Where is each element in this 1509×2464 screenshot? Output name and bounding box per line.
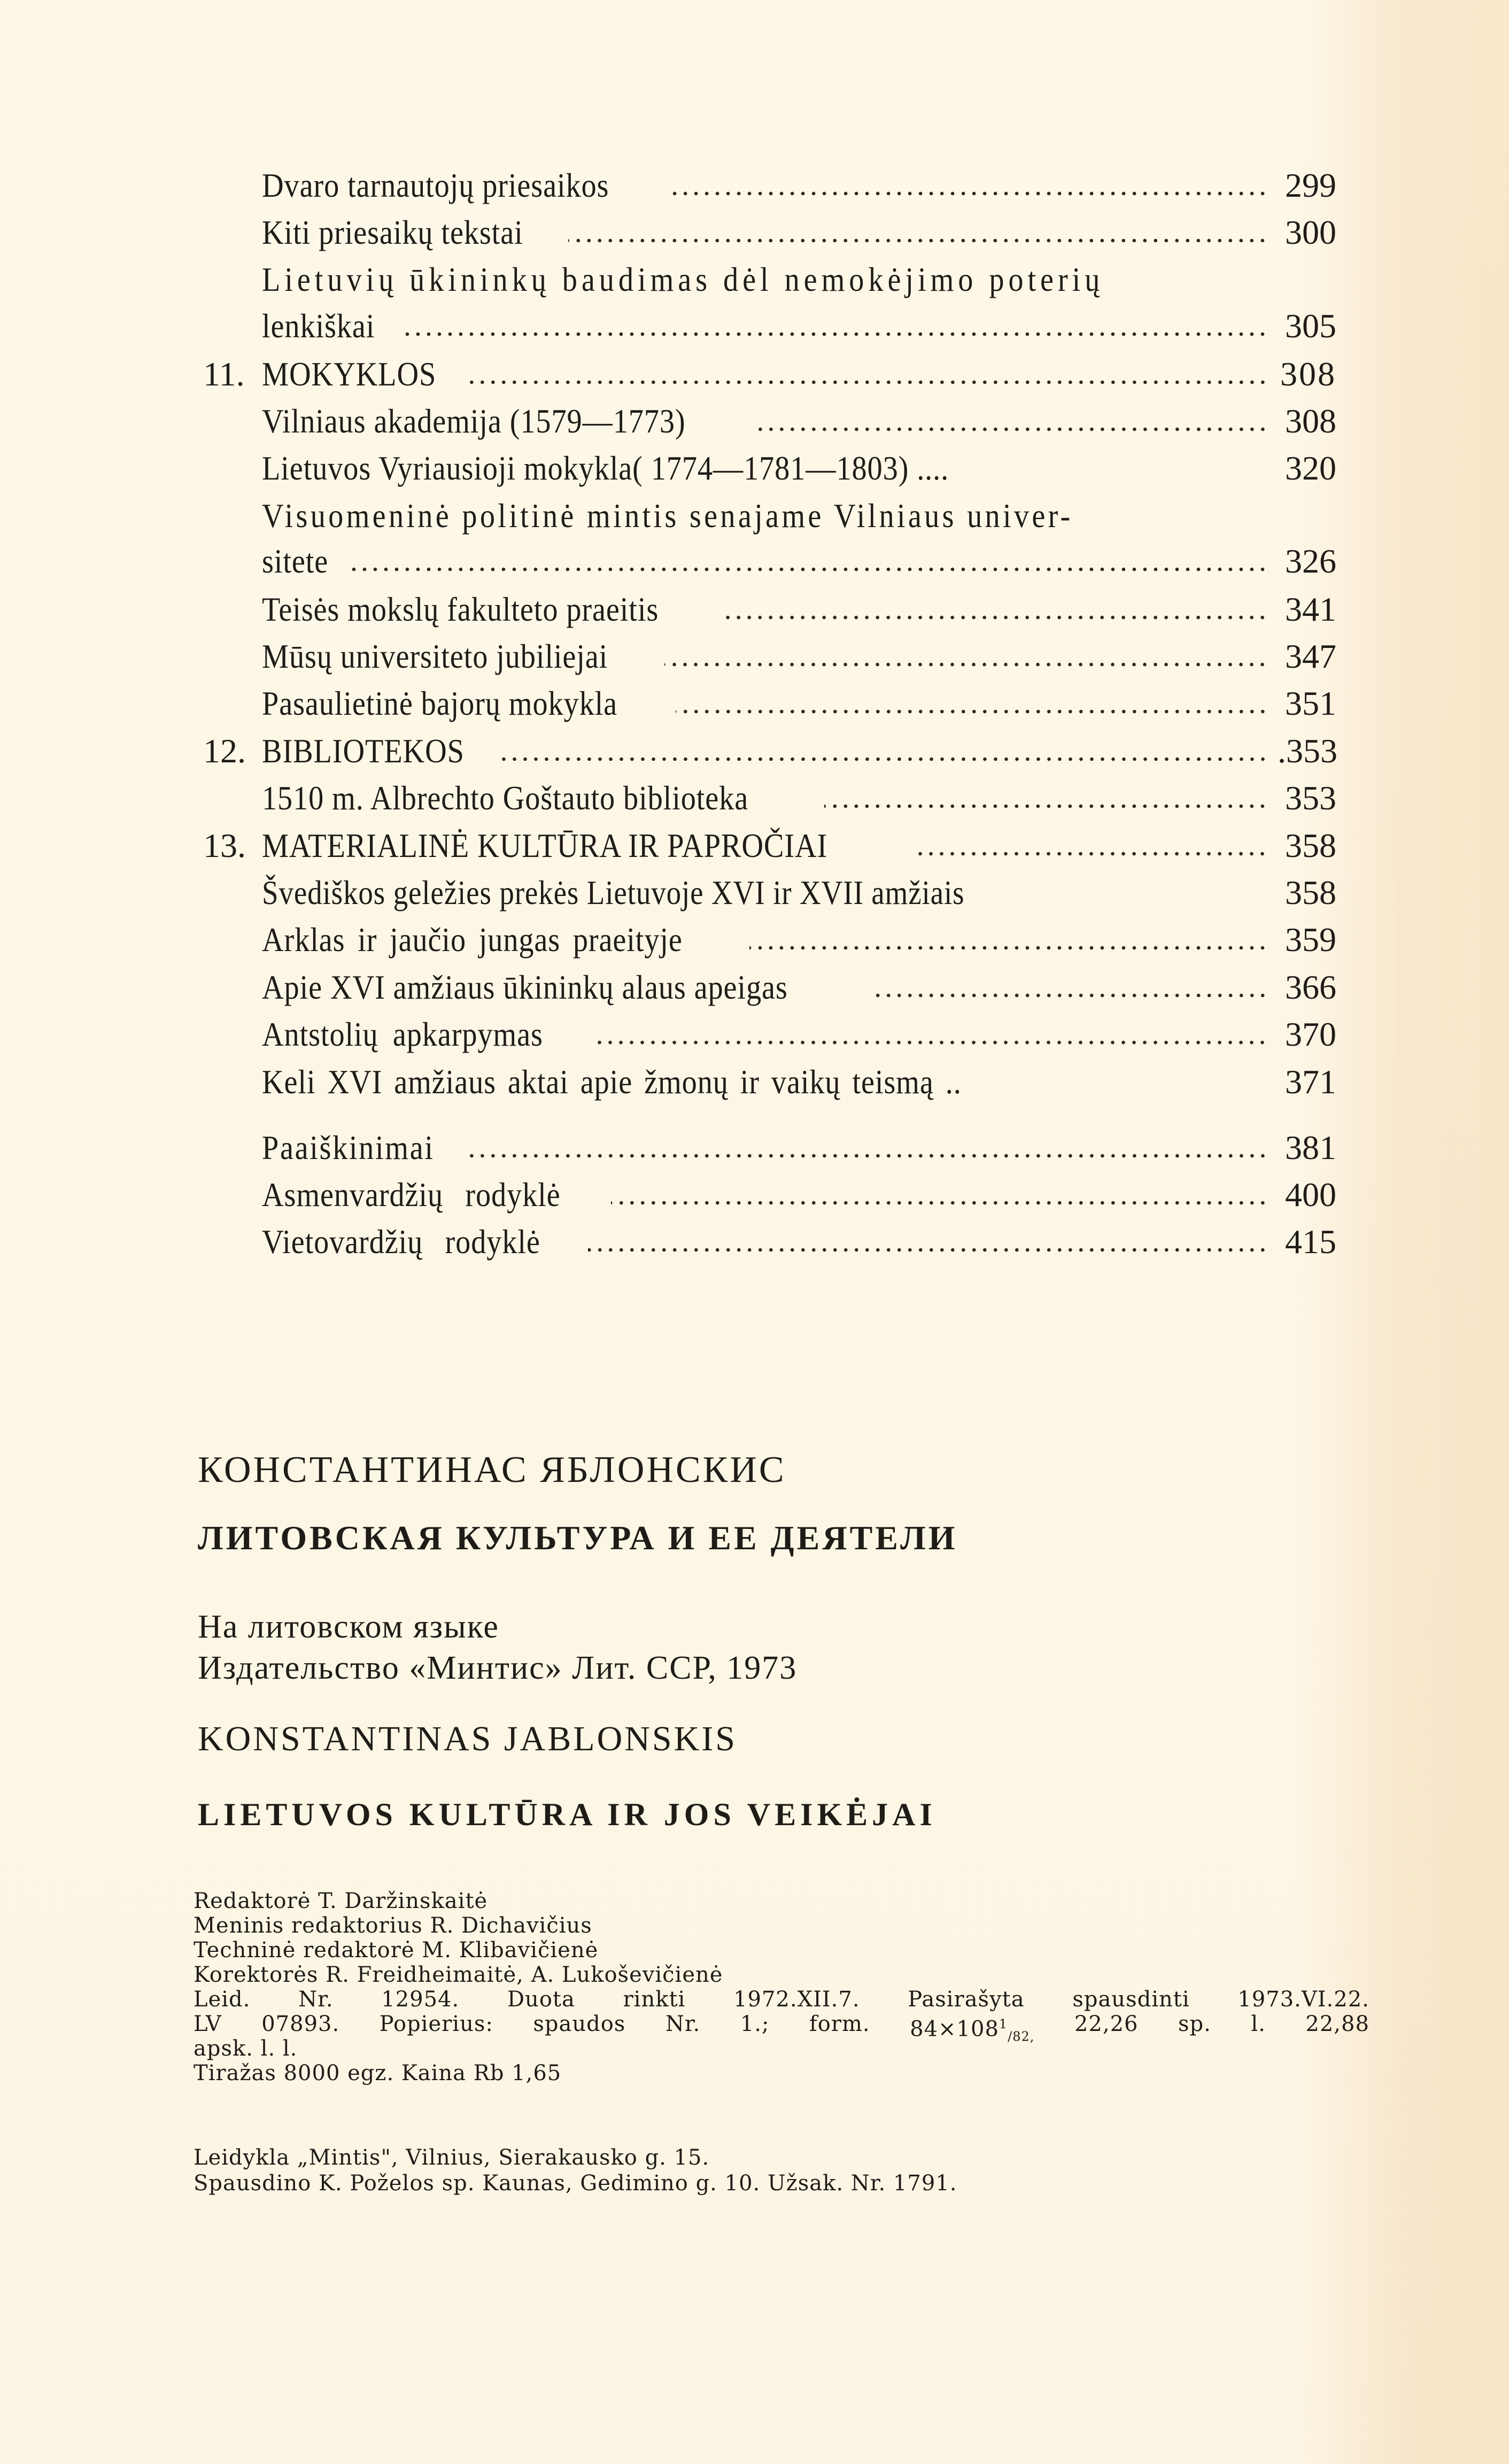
- print-detail-word: form.: [809, 2012, 870, 2036]
- toc-entry-title: Švediškos geležies prekės Lietuvoje XVI ir XVII amžiais: [262, 874, 965, 912]
- print-detail-word: 22,26: [1074, 2012, 1139, 2036]
- toc-entry-page: 381: [1285, 1129, 1336, 1167]
- toc-entry-title: Arklas ir jaučio jungas praeityje: [262, 921, 683, 959]
- toc-entry[interactable]: [262, 1221, 1336, 1263]
- toc-entry-wrapped-first-line[interactable]: [262, 258, 1336, 301]
- toc-entry-page: 370: [1285, 1015, 1336, 1053]
- toc-entry[interactable]: [262, 588, 1336, 631]
- toc-entry-title: Mūsų universiteto jubiliejai: [262, 637, 608, 675]
- toc-entry-page: 299: [1285, 166, 1336, 204]
- book-title-lithuanian: LIETUVOS KULTŪRA IR JOS VEIKĖJAI: [198, 1797, 937, 1832]
- toc-entry-title: Visuomeninė politinė mintis senajame Vilniaus univer-: [262, 497, 1073, 535]
- toc-entry[interactable]: [262, 1173, 1336, 1216]
- toc-entry-continuation: lenkiškai: [262, 307, 375, 345]
- chapter-number: 11.: [203, 355, 245, 393]
- circulation-and-price: Tiražas 8000 egz. Kaina Rb 1,65: [194, 2061, 562, 2085]
- print-details-line-3: apsk. l. l.: [194, 2036, 298, 2061]
- toc-chapter[interactable]: [262, 824, 1336, 867]
- publisher-address: Leidykla „Mintis", Vilnius, Sierakausko g. 15.: [194, 2145, 710, 2170]
- dot-leader: [400, 330, 1268, 338]
- toc-entry-page: 308: [1280, 355, 1336, 393]
- dot-leader: [611, 1199, 1268, 1207]
- toc-entry[interactable]: [262, 305, 1336, 347]
- toc-entry-page: 358: [1285, 827, 1336, 864]
- print-detail-word: 12954.: [381, 1987, 460, 2012]
- dot-leader: [753, 426, 1268, 433]
- dot-leader: [591, 1039, 1268, 1046]
- dot-leader: [468, 1152, 1268, 1160]
- toc-entry[interactable]: [262, 777, 1336, 820]
- toc-entry-title: Keli XVI amžiaus aktai apie žmonų ir vaikų teismą ..: [262, 1063, 962, 1101]
- author-name-russian: КОНСТАНТИНАС ЯБЛОНСКИС: [198, 1449, 786, 1490]
- toc-entry-page: 341: [1285, 590, 1336, 628]
- print-detail-word: spausdinti: [1072, 1987, 1190, 2012]
- editor-credit: Redaktorė T. Daržinskaitė: [194, 1889, 488, 1913]
- toc-entry-page: 326: [1285, 542, 1336, 580]
- toc-entry-page: 347: [1285, 637, 1336, 675]
- print-detail-word: l.: [1251, 2012, 1266, 2036]
- toc-entry-title: Antstolių apkarpymas: [262, 1015, 543, 1053]
- toc-entry-title: Lietuvių ūkininkų baudimas dėl nemokėjimo poterių: [262, 260, 1104, 298]
- print-details-line-1: [194, 1987, 1369, 2012]
- dot-leader: [588, 1246, 1268, 1254]
- print-detail-word: LV: [194, 2012, 222, 2036]
- dot-leader: [676, 708, 1268, 715]
- print-detail-word: 1972.XII.7.: [733, 1987, 860, 2012]
- paper-format: [910, 2011, 1034, 2049]
- print-detail-word: 1973.VI.22.: [1237, 1987, 1369, 2012]
- dot-leader: [722, 614, 1268, 621]
- print-detail-word: rinkti: [623, 1987, 686, 2012]
- dot-leader: [749, 944, 1268, 952]
- chapter-number: 12.: [203, 732, 246, 770]
- toc-entry-wrapped-first-line[interactable]: [262, 495, 1336, 537]
- toc-entry-page: .353: [1278, 732, 1337, 770]
- toc-entry-title: Vilniaus akademija (1579—1773): [262, 402, 686, 440]
- format-fraction-numerator: 1: [999, 2017, 1008, 2032]
- toc-entry[interactable]: [262, 164, 1336, 207]
- toc-chapter-title: BIBLIOTEKOS: [262, 732, 465, 770]
- toc-entry-page: 366: [1285, 968, 1336, 1006]
- dot-leader: [869, 992, 1268, 999]
- toc-entry-title: Asmenvardžių rodyklė: [262, 1176, 561, 1214]
- toc-entry-page: 351: [1285, 684, 1336, 722]
- toc-chapter-title: MATERIALINĖ KULTŪRA IR PAPROČIAI: [262, 827, 828, 864]
- print-detail-word: sp.: [1178, 2012, 1211, 2036]
- toc-entry[interactable]: [262, 400, 1336, 443]
- toc-entry-page: 415: [1285, 1223, 1336, 1261]
- toc-entry[interactable]: [262, 918, 1336, 961]
- dot-leader: [470, 379, 1268, 386]
- toc-entry[interactable]: [262, 540, 1336, 583]
- dot-leader: [664, 661, 1268, 668]
- book-title-russian: ЛИТОВСКАЯ КУЛЬТУРА И ЕЕ ДЕЯТЕЛИ: [198, 1519, 958, 1557]
- toc-chapter[interactable]: [262, 730, 1336, 773]
- dot-leader: [666, 190, 1268, 197]
- toc-entry-title: 1510 m. Albrechto Goštauto biblioteka: [262, 779, 749, 817]
- print-detail-word: 22,88: [1305, 2012, 1369, 2036]
- technical-editor-credit: Techninė redaktorė M. Klibavičienė: [194, 1938, 599, 1963]
- chapter-number: 13.: [203, 827, 246, 864]
- print-detail-word: Nr.: [665, 2012, 701, 2036]
- toc-entry-continuation: sitete: [262, 542, 329, 580]
- print-detail-word: Duota: [507, 1987, 575, 2012]
- toc-entry-page: 353: [1285, 779, 1336, 817]
- toc-entry-title: Teisės mokslų fakulteto praeitis: [262, 590, 659, 628]
- toc-entry[interactable]: [262, 1013, 1336, 1056]
- print-detail-word: Pasirašyta: [908, 1987, 1025, 2012]
- toc-entry-page: 359: [1285, 921, 1336, 959]
- toc-entry[interactable]: [262, 871, 1336, 914]
- publisher-russian: Издательство «Минтис» Лит. ССР, 1973: [198, 1650, 798, 1686]
- dot-leader: [502, 755, 1268, 763]
- language-note-russian: На литовском языке: [198, 1609, 499, 1645]
- toc-entry[interactable]: [262, 1126, 1336, 1169]
- proofreaders-credit: Korektorės R. Freidheimaitė, A. Lukoševičienė: [194, 1963, 723, 1987]
- toc-entry-page: 305: [1285, 307, 1336, 345]
- toc-chapter[interactable]: [262, 353, 1336, 396]
- toc-entry-title: Lietuvos Vyriausioji mokykla( 1774—1781—1803) ....: [262, 449, 949, 487]
- toc-entry-page: 308: [1285, 402, 1336, 440]
- author-name-lithuanian: KONSTANTINAS JABLONSKIS: [198, 1719, 737, 1758]
- print-detail-word: 07893.: [261, 2012, 340, 2036]
- toc-chapter-title: MOKYKLOS: [262, 355, 437, 393]
- toc-entry-page: 320: [1285, 449, 1336, 487]
- toc-entry[interactable]: [262, 211, 1336, 254]
- toc-entry-page: 358: [1285, 874, 1336, 912]
- toc-entry-title: Pasaulietinė bajorų mokykla: [262, 684, 618, 722]
- print-detail-word: Popierius:: [379, 2012, 493, 2036]
- toc-entry-page: 371: [1285, 1063, 1336, 1101]
- toc-entry[interactable]: [262, 1061, 1336, 1103]
- art-editor-credit: Meninis redaktorius R. Dichavičius: [194, 1913, 592, 1938]
- print-detail-word: 1.;: [740, 2012, 770, 2036]
- toc-entry[interactable]: [262, 447, 1336, 490]
- print-detail-word: spaudos: [533, 2012, 626, 2036]
- toc-entry-title: Kiti priesaikų tekstai: [262, 213, 523, 251]
- print-detail-word: Nr.: [298, 1987, 334, 2012]
- dot-leader: [347, 566, 1268, 573]
- print-detail-word: Leid.: [194, 1987, 251, 2012]
- toc-entry-page: 300: [1285, 213, 1336, 251]
- toc-entry-page: 400: [1285, 1176, 1336, 1214]
- toc-entry-title: Vietovardžių rodyklė: [262, 1223, 540, 1261]
- printer-address: Spausdino K. Poželos sp. Kaunas, Gedimino g. 10. Užsak. Nr. 1791.: [194, 2171, 957, 2196]
- format-fraction-denominator: /82,: [1008, 2029, 1035, 2044]
- toc-entry[interactable]: [262, 635, 1336, 678]
- dot-leader: [824, 802, 1268, 810]
- toc-entry-title: Dvaro tarnautojų priesaikos: [262, 166, 609, 204]
- toc-entry[interactable]: [262, 966, 1336, 1009]
- format-size: 84×108: [910, 2017, 999, 2042]
- dot-leader: [568, 237, 1268, 244]
- toc-entry-title: Paaiškinimai: [262, 1129, 435, 1167]
- toc-entry-title: Apie XVI amžiaus ūkininkų alaus apeigas: [262, 968, 788, 1006]
- dot-leader: [914, 850, 1268, 858]
- print-details-line-2: [194, 2011, 1369, 2049]
- toc-entry[interactable]: [262, 682, 1336, 725]
